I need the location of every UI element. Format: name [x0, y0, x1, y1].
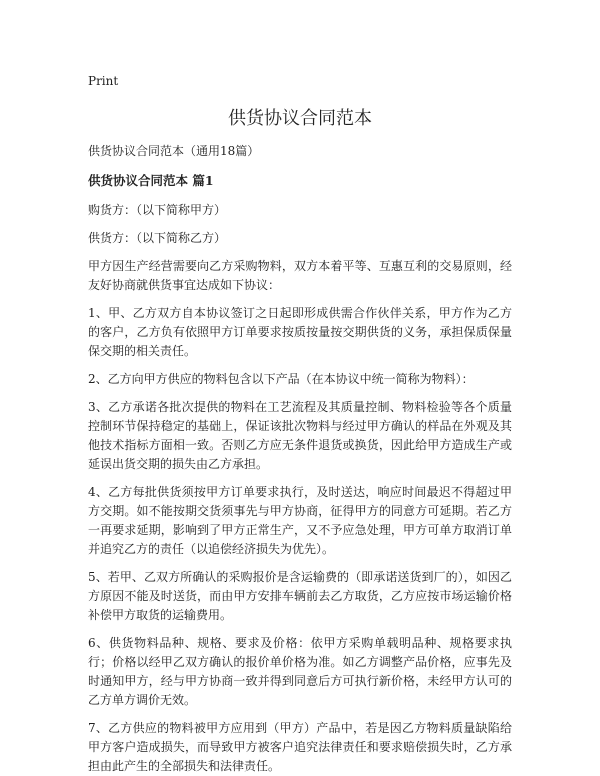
paragraph-clause-6: 6、供货物料品种、规格、要求及价格：依甲方采购单载明品种、规格要求执行；价格以经甲乙双方确认的报价单价格为准。如乙方调整产品价格，应事先及时通知甲方，经与甲方协商一致并得到同意后方可执行新价格，未经甲方认可的乙方单方调价无效。: [88, 636, 512, 707]
paragraph-clause-3: 3、乙方承诺各批次提供的物料在工艺流程及其质量控制、物料检验等各个质量控制环节保持稳定的基础上，保证该批次物料与经过甲方确认的样品在外观及其他技术指标方面相一致。否则乙方应无条件退货或换货，因此给甲方造成生产或延误出货交期的损失由乙方承担。: [88, 400, 512, 471]
document-subtitle: 供货协议合同范本（通用18篇）: [88, 144, 260, 158]
paragraph-clause-2: 2、乙方向甲方供应的物料包含以下产品（在本协议中统一简称为物料）：: [88, 372, 474, 386]
paragraph-clause-1: 1、甲、乙方双方自本协议签订之日起即形成供需合作伙伴关系，甲方作为乙方的客户，乙方负有依照甲方订单要求按质按量按交期供货的义务，承担保质保量保交期的相关责任。: [88, 306, 512, 358]
section-heading: 供货协议合同范本 篇1: [88, 173, 214, 188]
print-link[interactable]: Print: [88, 74, 119, 88]
paragraph-intro: 甲方因生产经营需要向乙方采购物料，双方本着平等、互惠互利的交易原则，经友好协商就供货事宜达成如下协议：: [88, 259, 512, 292]
paragraph-clause-7: 7、乙方供应的物料被甲方应用到（甲方）产品中，若是因乙方物料质量缺陷给甲方客户造成损失，而导致甲方被客户追究法律责任和要求赔偿损失时，乙方承担由此产生的全部损失和法律责任。: [88, 721, 512, 773]
paragraph-clause-4: 4、乙方每批供货须按甲方订单要求执行，及时送达，响应时间最迟不得超过甲方交期。如不能按期交货须事先与甲方协商，征得甲方的同意方可延期。若乙方一再要求延期，影响到了甲方正常生产，又不予应急处理，甲方可单方取消订单并追究乙方的责任（以追偿经济损失为优先）。: [88, 485, 512, 556]
paragraph-buyer: 购货方：（以下简称甲方）: [88, 203, 227, 217]
paragraph-supplier: 供货方：（以下简称乙方）: [88, 231, 227, 245]
document-title: 供货协议合同范本: [228, 108, 372, 129]
paragraph-clause-5: 5、若甲、乙双方所确认的采购报价是含运输费的（即承诺送货到厂的），如因乙方原因不能及时送货，而由甲方安排车辆前去乙方取货，乙方应按市场运输价格补偿甲方取货的运输费用。: [88, 570, 512, 622]
